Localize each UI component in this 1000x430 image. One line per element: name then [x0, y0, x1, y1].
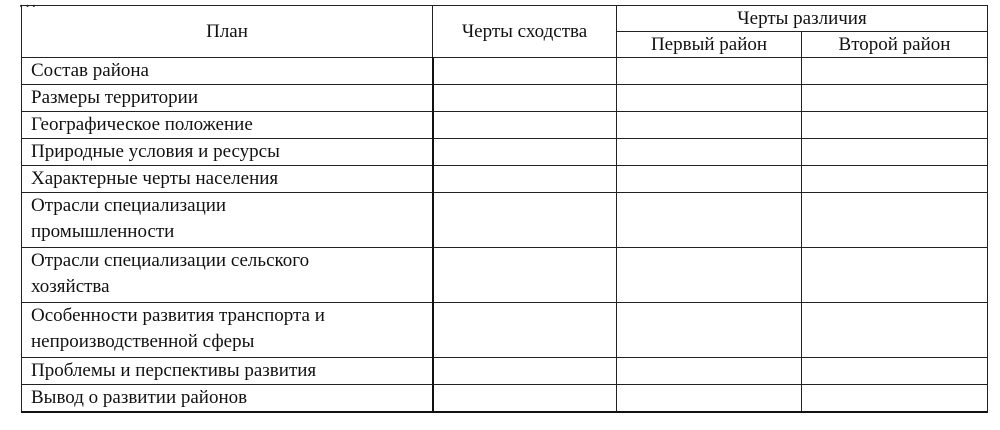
- row-label-line: Состав района: [31, 60, 149, 81]
- table-row: [22, 248, 988, 303]
- cropped-text-fragment: …: [18, 0, 37, 12]
- header-first-region: Первый район: [617, 32, 802, 58]
- table-row: [22, 112, 988, 139]
- similarity-cell: [433, 385, 617, 413]
- first-region-cell: [617, 85, 802, 112]
- second-region-cell: [802, 85, 988, 112]
- row-label-line: непроизводственной сферы: [31, 331, 255, 352]
- similarity-cell: [433, 358, 617, 385]
- header-similarity: Черты сходства: [433, 6, 617, 58]
- header-differences: Черты различия: [617, 6, 988, 32]
- row-label-line: хозяйства: [31, 276, 110, 297]
- first-region-cell: [617, 139, 802, 166]
- similarity-cell: [433, 166, 617, 193]
- second-region-cell: [802, 385, 988, 413]
- table-row: [22, 358, 988, 385]
- row-label: [22, 303, 433, 358]
- table-row: [22, 385, 988, 413]
- first-region-cell: [617, 385, 802, 413]
- row-label: [22, 248, 433, 303]
- similarity-cell: [433, 248, 617, 303]
- first-region-cell: [617, 166, 802, 193]
- table-row: [22, 166, 988, 193]
- row-label-line: Отрасли специализации: [31, 195, 227, 216]
- second-region-cell: [802, 358, 988, 385]
- similarity-cell: [433, 139, 617, 166]
- row-label-line: Отрасли специализации сельского: [31, 250, 310, 271]
- second-region-cell: [802, 166, 988, 193]
- row-label: [22, 385, 433, 413]
- table-row: [22, 193, 988, 248]
- second-region-cell: [802, 303, 988, 358]
- row-label-line: Вывод о развитии районов: [31, 387, 248, 408]
- table-row: [22, 58, 988, 85]
- first-region-cell: [617, 58, 802, 85]
- second-region-cell: [802, 248, 988, 303]
- row-label: [22, 58, 433, 85]
- row-label-line: Особенности развития транспорта и: [31, 305, 325, 326]
- similarity-cell: [433, 112, 617, 139]
- row-label-line: Размеры территории: [31, 87, 199, 108]
- row-label: [22, 193, 433, 248]
- similarity-cell: [433, 193, 617, 248]
- table-row: [22, 139, 988, 166]
- row-label: [22, 358, 433, 385]
- second-region-cell: [802, 139, 988, 166]
- similarity-cell: [433, 85, 617, 112]
- similarity-cell: [433, 303, 617, 358]
- first-region-cell: [617, 303, 802, 358]
- row-label-line: Характерные черты населения: [31, 168, 279, 189]
- header-plan: План: [22, 6, 433, 58]
- row-label: [22, 166, 433, 193]
- row-label: [22, 112, 433, 139]
- second-region-cell: [802, 193, 988, 248]
- row-label-line: промышленности: [31, 221, 175, 242]
- similarity-cell: [433, 58, 617, 85]
- row-label-line: Проблемы и перспективы развития: [31, 360, 317, 381]
- row-label-line: Географическое положение: [31, 114, 253, 135]
- header-second-region: Второй район: [802, 32, 988, 58]
- row-label: [22, 139, 433, 166]
- second-region-cell: [802, 58, 988, 85]
- second-region-cell: [802, 112, 988, 139]
- comparison-plan-table: [21, 5, 988, 413]
- first-region-cell: [617, 248, 802, 303]
- first-region-cell: [617, 358, 802, 385]
- row-label: [22, 85, 433, 112]
- first-region-cell: [617, 193, 802, 248]
- row-label-line: Природные условия и ресурсы: [31, 141, 280, 162]
- table-row: [22, 85, 988, 112]
- first-region-cell: [617, 112, 802, 139]
- table-row: [22, 303, 988, 358]
